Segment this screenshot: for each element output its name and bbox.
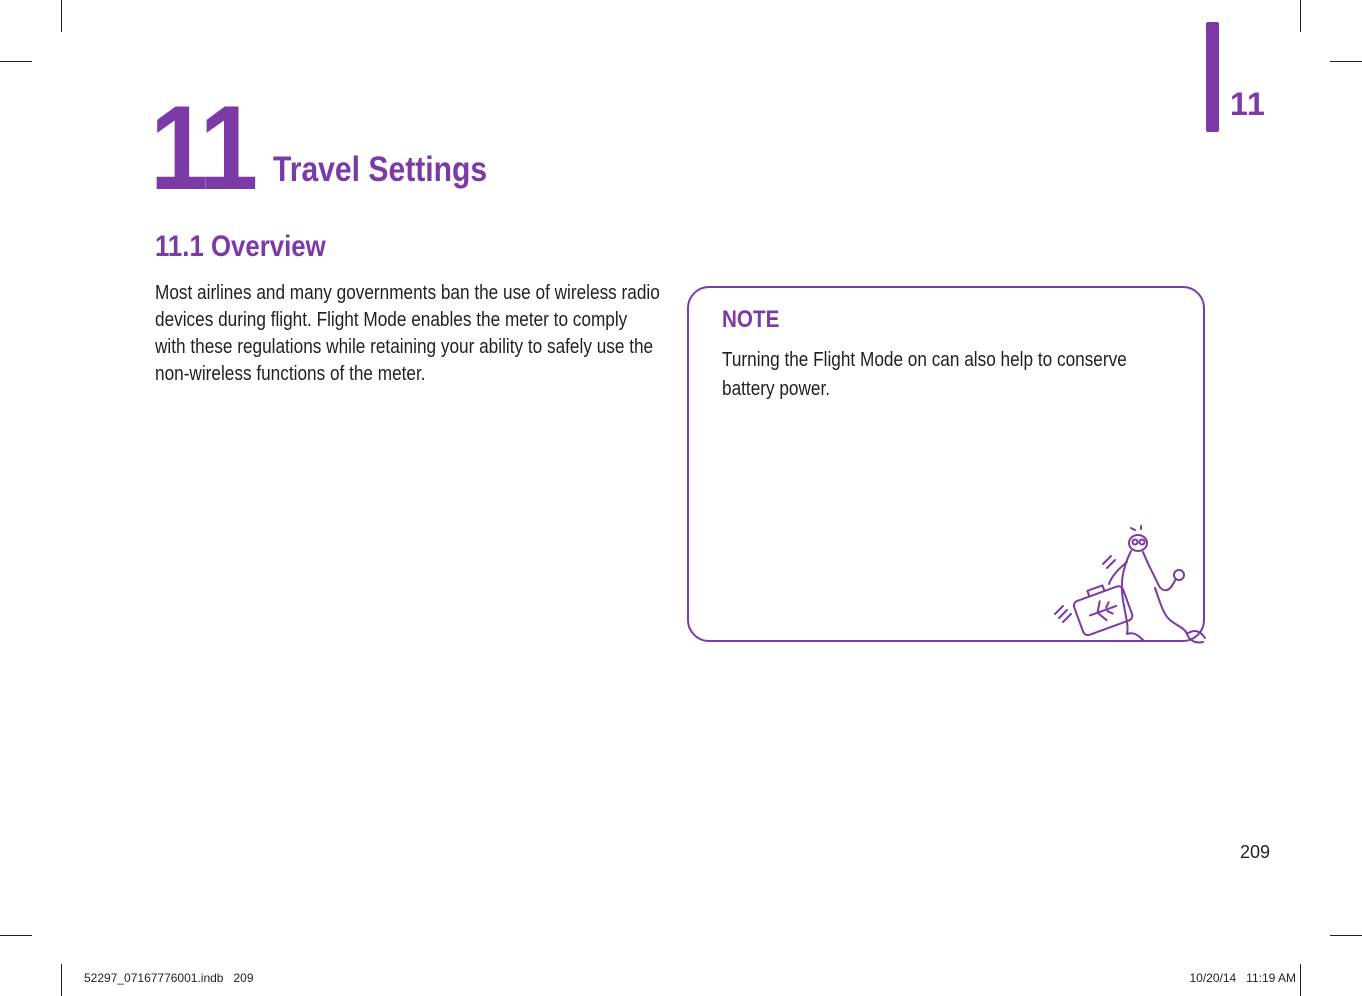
crop-mark: [1300, 0, 1301, 32]
crop-mark: [1300, 964, 1301, 996]
print-slug-filename: 52297_07167776001.indb 209: [84, 971, 254, 985]
chapter-tab-number: 11: [1230, 86, 1266, 122]
print-slug-timestamp: 10/20/14 11:19 AM: [1189, 971, 1296, 985]
note-text: Turning the Flight Mode on can also help to conserve battery power.: [722, 349, 1127, 400]
crop-mark: [1330, 61, 1362, 62]
chapter-tab-bar: [1206, 22, 1219, 132]
page-number: 209: [1240, 842, 1271, 862]
section-body: Most airlines and many governments ban the use of wireless radio devices during flight. Flight Mode enables the meter to comply with these regulations while retaining your ability to safely use the non-wireless functions of the meter.: [155, 282, 660, 385]
chapter-title: Travel Settings: [273, 150, 488, 189]
traveler-with-suitcase-icon: [1045, 522, 1210, 647]
crop-mark: [61, 964, 62, 996]
note-label: NOTE: [722, 306, 780, 333]
chapter-number: 11: [150, 81, 255, 215]
crop-mark: [1330, 935, 1362, 936]
crop-mark: [0, 61, 32, 62]
section-heading: 11.1 Overview: [155, 230, 326, 263]
crop-mark: [61, 0, 62, 32]
crop-mark: [0, 935, 32, 936]
